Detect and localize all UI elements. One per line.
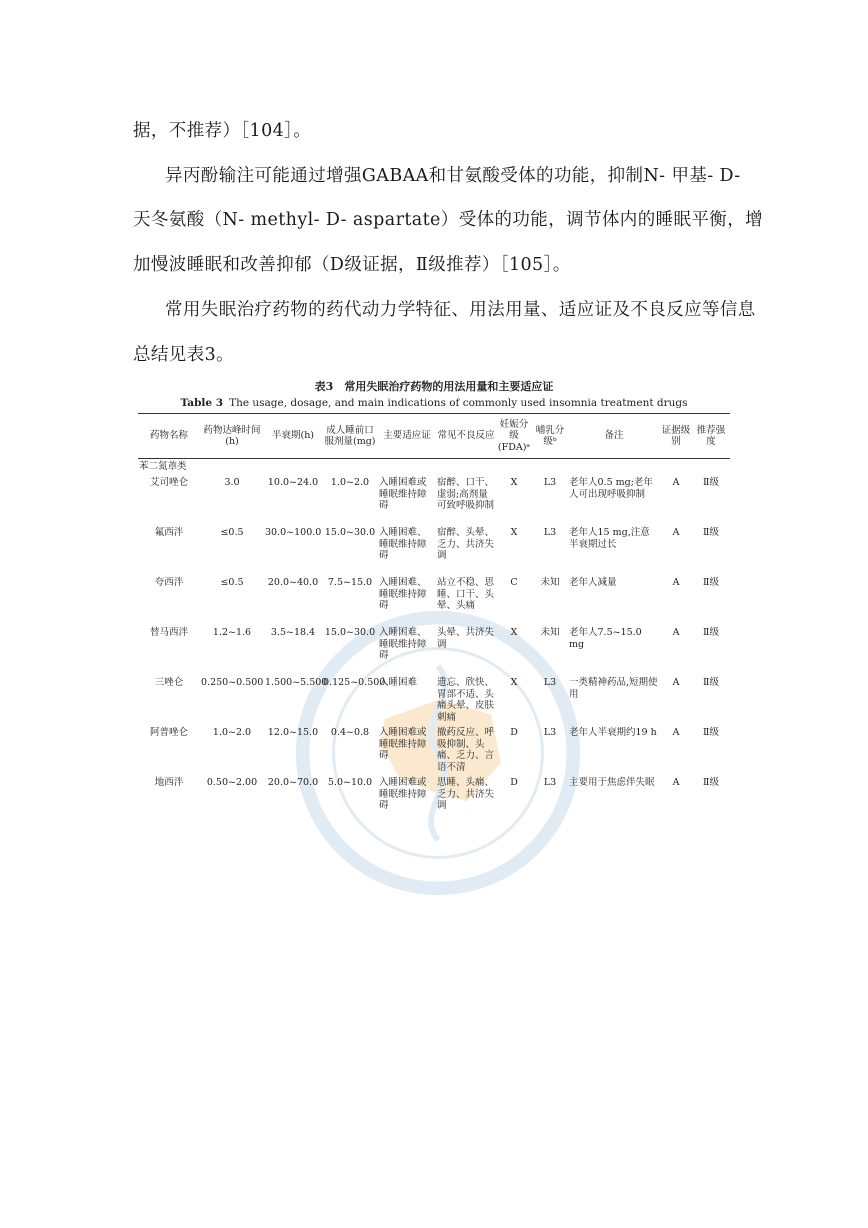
- indication: 入睡困难、睡眠维持障碍: [379, 577, 427, 611]
- drug-table-container: [138, 413, 730, 811]
- half-life: 1.500~5.500: [265, 677, 328, 688]
- peak-time: 3.0: [224, 477, 240, 488]
- paragraph-2-line-2: 天冬氨酸（N- methyl- D- aspartate）受体的功能，调节体内的睡眠平衡，增: [133, 210, 764, 230]
- table-row: [138, 623, 730, 673]
- table-row: [138, 473, 730, 523]
- dose: 1.0~2.0: [330, 477, 370, 488]
- pregnancy-category: X: [510, 527, 518, 538]
- paragraph-2-line-1: 异丙酚输注可能通过增强GABAA和甘氨酸受体的功能，抑制N- 甲基- D-: [165, 166, 741, 186]
- recommendation: Ⅱ级: [703, 677, 719, 688]
- evidence-level: A: [672, 527, 680, 538]
- pregnancy-category: C: [510, 577, 518, 588]
- drug-name: 艾司唑仑: [149, 477, 188, 488]
- remarks: 老年人7.5~15.0 mg: [569, 627, 642, 650]
- header-drug-name: 药物名称: [138, 414, 200, 459]
- indication: 入睡困难: [379, 677, 418, 688]
- adverse-effects: 遗忘、欣快、胃部不适、头痛头晕、皮肤刺痛: [437, 677, 495, 723]
- header-pregnancy-category: 妊娠分级(FDA)ᵃ: [496, 414, 532, 459]
- half-life: 12.0~15.0: [267, 727, 319, 738]
- remarks: 老年人0.5 mg;老年人可出现呼吸抑制: [569, 477, 653, 500]
- recommendation: Ⅱ级: [703, 727, 719, 738]
- pregnancy-category: D: [510, 777, 518, 788]
- header-peak-time: 药物达峰时间(h): [200, 414, 264, 459]
- evidence-level: A: [672, 477, 680, 488]
- table-caption-en-text: The usage, dosage, and main indications of commonly used insomnia treatment drugs: [229, 397, 688, 409]
- header-lactation-category: 哺乳分级ᵇ: [532, 414, 568, 459]
- remarks: 老年人15 mg,注意半衰期过长: [569, 527, 650, 550]
- lactation-category: L3: [543, 777, 557, 788]
- drug-name: 替马西泮: [149, 627, 188, 638]
- pregnancy-category: X: [510, 677, 518, 688]
- lactation-category: 未知: [540, 627, 560, 638]
- half-life: 3.5~18.4: [270, 627, 316, 638]
- dose: 15.0~30.0: [324, 627, 376, 638]
- indication: 入睡困难或睡眠维持障碍: [379, 477, 427, 511]
- peak-time: 1.0~2.0: [212, 727, 252, 738]
- evidence-level: A: [672, 627, 680, 638]
- adverse-effects: 撤药反应、呼吸抑制、头痛、乏力、言语不清: [437, 727, 495, 773]
- indication: 入睡困难或睡眠维持障碍: [379, 727, 427, 761]
- table-caption-cn: 表3 常用失眠治疗药物的用法用量和主要适应证: [314, 380, 554, 393]
- pregnancy-category: D: [510, 727, 518, 738]
- evidence-level: A: [672, 777, 680, 788]
- table-row: [138, 723, 730, 773]
- half-life: 10.0~24.0: [267, 477, 319, 488]
- dose: 7.5~15.0: [327, 577, 373, 588]
- indication: 入睡困难、睡眠维持障碍: [379, 627, 427, 661]
- half-life: 20.0~40.0: [267, 577, 319, 588]
- lactation-category: L3: [543, 527, 557, 538]
- remarks: 一类精神药品,短期使用: [569, 677, 658, 700]
- table-row: [138, 673, 730, 723]
- drug-table: [138, 413, 730, 823]
- header-evidence-level: 证据级别: [660, 414, 692, 459]
- evidence-level: A: [672, 577, 680, 588]
- peak-time: 0.50~2.00: [206, 777, 258, 788]
- peak-time: ≤0.5: [220, 577, 244, 588]
- drug-name: 夸西泮: [154, 577, 184, 588]
- header-indication: 主要适应证: [378, 414, 436, 459]
- remarks: 主要用于焦虑伴失眠: [569, 777, 655, 788]
- adverse-effects: 思睡、头痛、乏力、共济失调: [437, 777, 495, 811]
- dose: 0.125~0.500: [323, 677, 386, 688]
- table-row: [138, 523, 730, 573]
- drug-name: 地西泮: [154, 777, 184, 788]
- indication: 入睡困难或睡眠维持障碍: [379, 777, 427, 811]
- dose: 15.0~30.0: [324, 527, 376, 538]
- lactation-category: L3: [543, 677, 557, 688]
- paragraph-3-line-1: 常用失眠治疗药物的药代动力学特征、用法用量、适应证及不良反应等信息: [165, 300, 756, 320]
- table-caption-en: [138, 397, 730, 409]
- recommendation: Ⅱ级: [703, 477, 719, 488]
- adverse-effects: 头晕、共济失调: [437, 627, 495, 650]
- paragraph-2-line-3: 加慢波睡眠和改善抑郁（D级证据，Ⅱ级推荐）［105］。: [133, 255, 571, 275]
- header-remarks: 备注: [568, 414, 660, 459]
- indication: 入睡困难、睡眠维持障碍: [379, 527, 427, 561]
- paragraph-3-line-2: 总结见表3。: [133, 345, 235, 365]
- drug-name: 氟西泮: [154, 527, 184, 538]
- dose: 5.0~10.0: [327, 777, 373, 788]
- drug-name: 三唑仑: [154, 677, 184, 688]
- peak-time: 1.2~1.6: [212, 627, 252, 638]
- header-dose: 成人睡前口服剂量(mg): [322, 414, 378, 459]
- header-recommendation: 推荐强度: [692, 414, 730, 459]
- category-label: 苯二氮䓬类: [139, 461, 187, 472]
- recommendation: Ⅱ级: [703, 577, 719, 588]
- half-life: 30.0~100.0: [265, 527, 322, 538]
- recommendation: Ⅱ级: [703, 527, 719, 538]
- table-header-row: [138, 414, 730, 459]
- table-caption-en-label: Table 3: [180, 397, 224, 409]
- adverse-effects: 宿醉、口干、虚弱;高剂量可致呼吸抑制: [437, 477, 495, 511]
- recommendation: Ⅱ级: [703, 777, 719, 788]
- drug-name: 阿普唑仑: [149, 727, 188, 738]
- lactation-category: 未知: [540, 577, 560, 588]
- recommendation: Ⅱ级: [703, 627, 719, 638]
- dose: 0.4~0.8: [330, 727, 370, 738]
- lactation-category: L3: [543, 477, 557, 488]
- remarks: 老年人减量: [569, 577, 617, 588]
- table-row: [138, 773, 730, 823]
- evidence-level: A: [672, 677, 680, 688]
- category-row: [138, 459, 730, 474]
- adverse-effects: 宿醉、头晕、乏力、共济失调: [437, 527, 495, 561]
- evidence-level: A: [672, 727, 680, 738]
- pregnancy-category: X: [510, 477, 518, 488]
- lactation-category: L3: [543, 727, 557, 738]
- peak-time: ≤0.5: [220, 527, 244, 538]
- table-row: [138, 573, 730, 623]
- header-adverse-effects: 常见不良反应: [436, 414, 496, 459]
- remarks: 老年人半衰期约19 h: [569, 727, 657, 738]
- adverse-effects: 站立不稳、思睡、口干、头晕、头痛: [437, 577, 495, 611]
- header-half-life: 半衰期(h): [264, 414, 322, 459]
- half-life: 20.0~70.0: [267, 777, 319, 788]
- pregnancy-category: X: [510, 627, 518, 638]
- peak-time: 0.250~0.500: [201, 677, 264, 688]
- paragraph-1: 据，不推荐）［104］。: [133, 121, 312, 141]
